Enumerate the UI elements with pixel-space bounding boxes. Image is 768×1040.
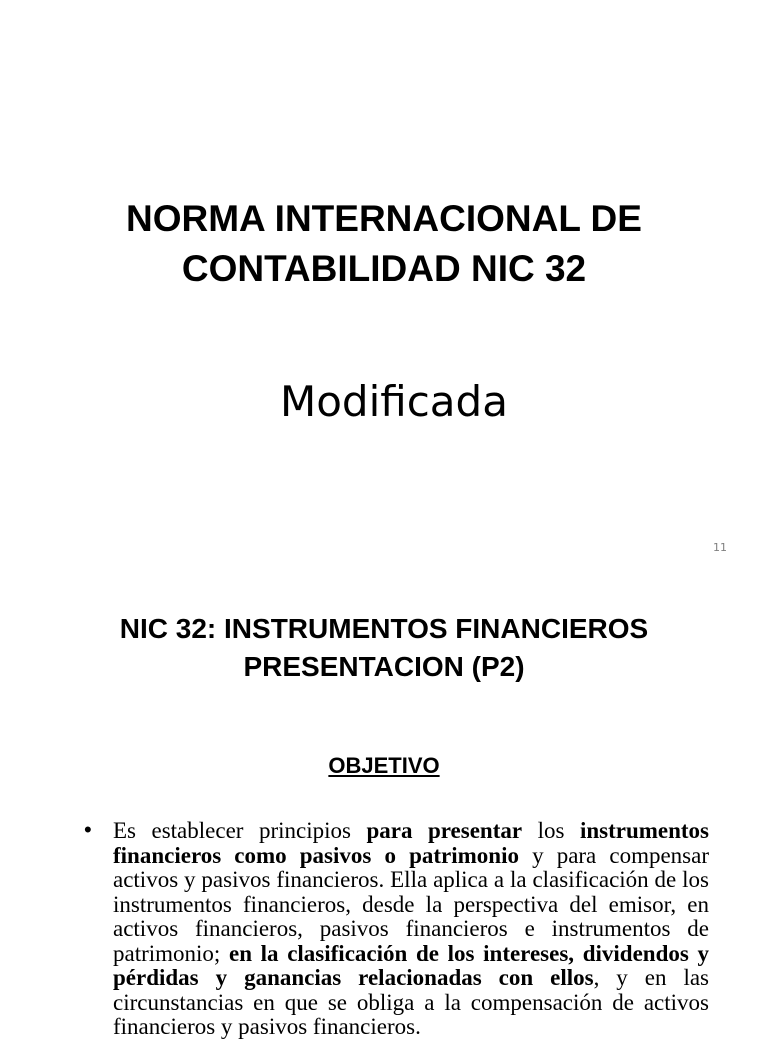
objective-text-4: , y en las circunstancias en que se obliga a la compensación de activos financieros y pasivos financieros. — [113, 965, 709, 1039]
section-title — [40, 610, 728, 686]
slide-title-line-2: CONTABILIDAD NIC 32 — [181, 248, 587, 289]
objective-paragraph — [113, 819, 709, 1040]
objective-text-3: y para compensar activos y pasivos financieros. Ella aplica a la clasificación de los instrumentos financieros, desde la perspectiva del emisor, en activos financieros, pasivos financieros e instrumentos de patrimonio; — [113, 842, 709, 966]
slide-subtitle: Modificada — [280, 377, 508, 426]
slide-title-line-1: NORMA INTERNACIONAL DE — [126, 198, 642, 239]
objective-bold-1: para presentar — [366, 818, 523, 843]
section-title-line-1: NIC 32: INSTRUMENTOS FINANCIEROS — [119, 613, 649, 644]
objective-text-1: Es establecer principios — [113, 818, 367, 843]
bullet-icon: • — [84, 817, 92, 842]
objective-bold-2: instrumentos financieros como pasivos o patrimonio — [113, 818, 709, 868]
objective-text-2: los — [522, 818, 580, 843]
section-title-line-2: PRESENTACION (P2) — [243, 651, 525, 682]
objective-heading: OBJETIVO — [328, 753, 440, 778]
slide-title — [40, 194, 728, 294]
objective-bold-3: en la clasificación de los intereses, dividendos y pérdidas y ganancias relacionadas con ellos — [113, 940, 709, 990]
slide-number: 11 — [713, 541, 727, 554]
